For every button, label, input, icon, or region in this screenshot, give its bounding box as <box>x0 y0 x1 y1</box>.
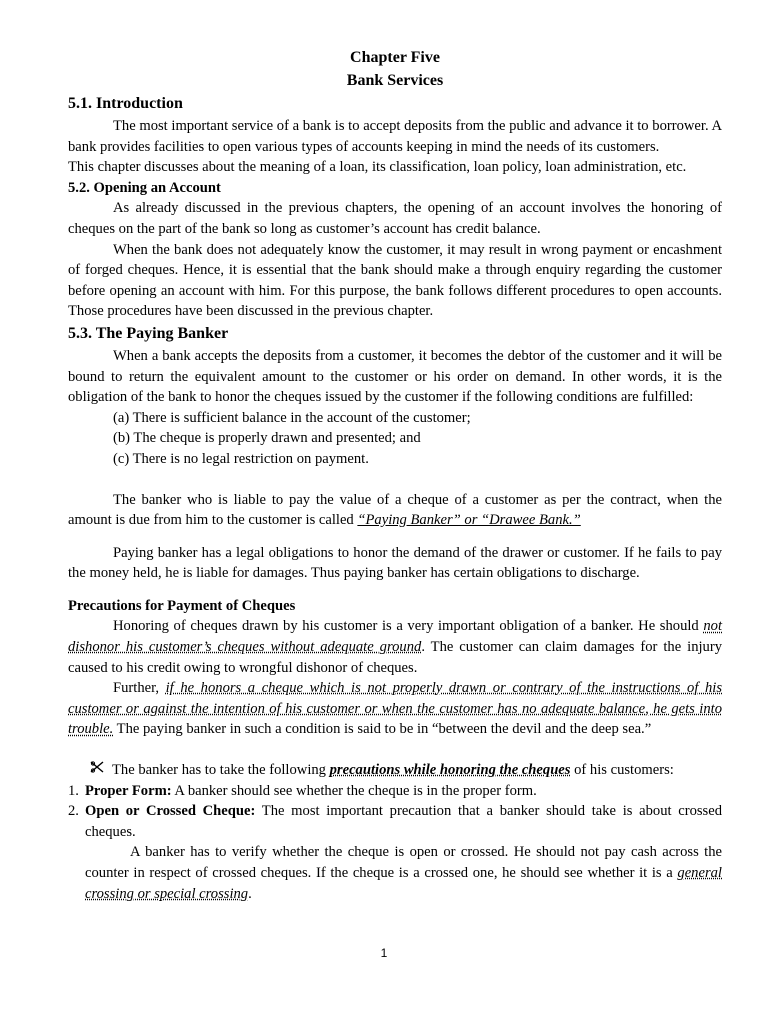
further-text: Further, <box>113 680 166 697</box>
intro-paragraph-2: This chapter discusses about the meaning of a loan, its classification, loan policy, loan administration, etc. <box>68 159 687 176</box>
precautions-text-post: . The customer can claim damages for the injury caused to his credit owing to wrongful dishonor of cheques. <box>68 639 722 676</box>
intro-paragraph: The most important service of a bank is to accept deposits from the public and advance it to borrower. A bank provides facilities to open various types of accounts keeping in mind the needs of its customers. <box>68 118 722 155</box>
item-title: Open or Crossed Cheque: <box>85 803 256 820</box>
list-number: 2. <box>68 803 79 820</box>
crossed-cheque-paragraph <box>85 842 722 904</box>
definition-text: The banker who is liable to pay the value of a cheque of a customer as per the contract, when the amount is due from him to the customer is called <box>68 491 722 529</box>
section-5-3-heading: 5.3. The Paying Banker <box>68 324 229 342</box>
chapter-number: Chapter Five <box>350 49 440 66</box>
scissors-icon <box>90 760 112 781</box>
page-number: 1 <box>380 946 388 960</box>
crossed-text: A banker has to verify whether the cheque is open or crossed. He should not pay cash across the counter in respect of crossed cheques. If the cheque is a crossed one, he should see whether it is a <box>85 844 722 881</box>
precautions-text: Honoring of cheques drawn by his customer is a very important obligation of a banker. He should <box>113 618 704 635</box>
condition-b: (b) The cheque is properly drawn and presented; and <box>113 430 421 447</box>
paying-banker-term: “Paying Banker” or “Drawee Bank.” <box>357 512 581 529</box>
paying-banker-definition <box>68 490 722 531</box>
section-5-2-heading: 5.2. Opening an Account <box>68 179 221 196</box>
bullet-text <box>112 760 674 781</box>
emphasis-trouble: if he honors a cheque which is not properly drawn or contrary of the instructions of his customer or against the intention of his customer or when the customer has no adequate balance, he gets into trouble. <box>68 680 723 738</box>
document-page <box>68 46 722 904</box>
condition-a: (a) There is sufficient balance in the account of the customer; <box>113 409 471 426</box>
bullet-text-pre: The banker has to take the following <box>112 762 330 779</box>
item-text: The most important precaution that a banker should take is about crossed cheques. <box>85 803 722 840</box>
opening-account-paragraph-2: When the bank does not adequately know the customer, it may result in wrong payment or encashment of forged cheques. Hence, it is essential that the bank should make a through enquiry regarding the customer before opening an account with him. For this purpose, the bank follows different procedures to open accounts. Those procedures have been discussed in the previous chapter. <box>68 241 722 320</box>
bullet-text-post: of his customers: <box>570 762 674 779</box>
list-item-crossed-cheque <box>68 801 722 842</box>
paying-banker-paragraph-1: When a bank accepts the deposits from a customer, it becomes the debtor of the customer and it will be bound to return the equivalent amount to the customer or his order on demand. In other words, it is the obligation of the bank to honor the cheques issued by the customer if the following conditions are fulfilled: <box>68 347 722 406</box>
precautions-paragraph-1 <box>68 616 722 678</box>
list-number: 1. <box>68 782 79 799</box>
emphasis-precautions: precautions while honoring the cheques <box>329 762 571 779</box>
precautions-heading: Precautions for Payment of Cheques <box>68 597 296 614</box>
item-text: A banker should see whether the cheque is in the proper form. <box>171 782 537 799</box>
condition-c: (c) There is no legal restriction on payment. <box>113 450 369 467</box>
emphasis-not-dishonor: not dishonor his customer’s cheques without adequate ground <box>68 618 722 656</box>
crossed-text-post: . <box>248 885 252 902</box>
precautions-paragraph-2 <box>68 678 722 740</box>
list-item-proper-form <box>68 781 722 802</box>
paying-banker-paragraph-3: Paying banker has a legal obligations to honor the demand of the drawer or customer. If he fails to pay the money held, he is liable for damages. Thus paying banker has certain obligations to discharge. <box>68 544 722 582</box>
item-title: Proper Form: <box>85 782 172 799</box>
chapter-title: Bank Services <box>346 72 444 89</box>
opening-account-paragraph-1: As already discussed in the previous chapters, the opening of an account involves the honoring of cheques on the part of the bank so long as customer’s account has credit balance. <box>68 200 722 237</box>
emphasis-crossing: general crossing or special crossing <box>85 865 722 902</box>
precautions-bullet <box>90 760 722 781</box>
devil-deep-sea-text: The paying banker in such a condition is said to be in “between the devil and the deep sea.” <box>113 721 652 738</box>
section-5-1-heading: 5.1. Introduction <box>68 95 183 112</box>
